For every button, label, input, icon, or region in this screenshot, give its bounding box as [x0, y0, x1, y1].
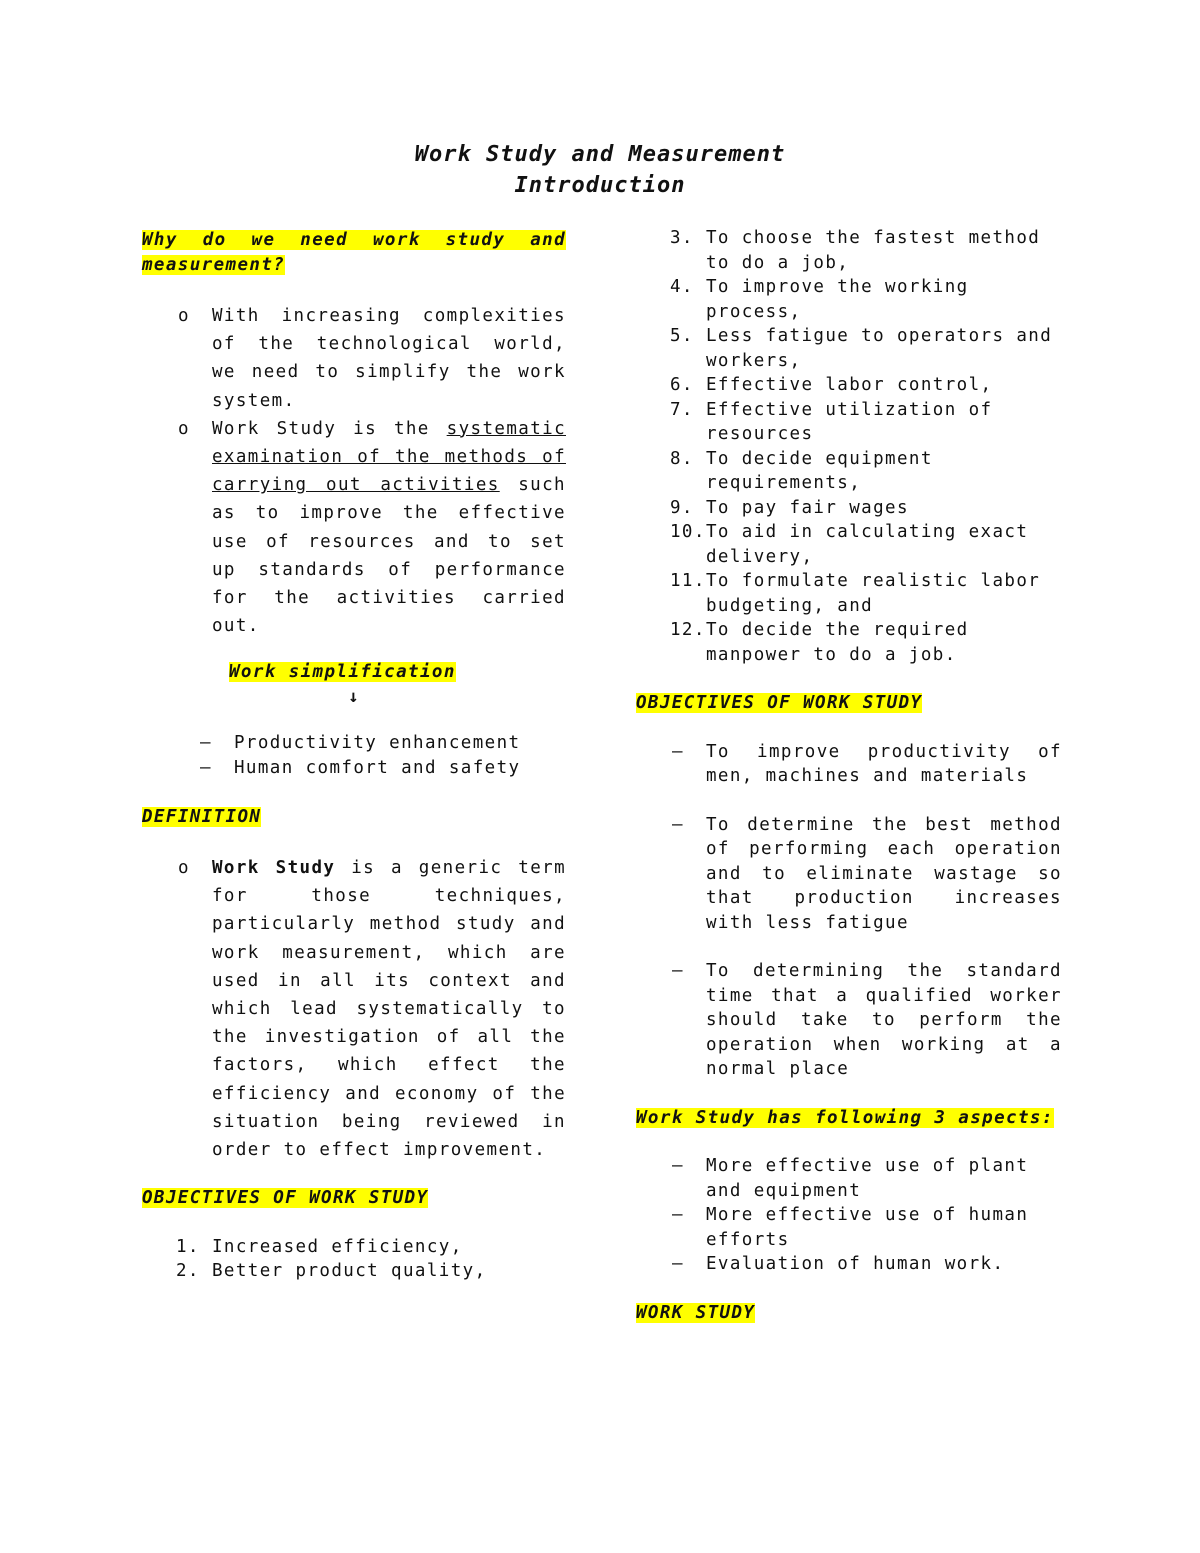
aspects-heading: Work Study has following 3 aspects:	[636, 1107, 1054, 1128]
work-study-heading: WORK STUDY	[636, 1302, 756, 1323]
list-item: 6. Effective labor control,	[670, 375, 993, 395]
list-item: 8. To decide equipment requirements,	[670, 448, 933, 493]
list-item: – To improve productivity of men, machines and materials	[672, 741, 1062, 786]
dash-marker: –	[672, 961, 684, 981]
objectives-list	[142, 1235, 566, 1284]
list-item: 11. To formulate realistic labor budgeting, and	[670, 571, 1041, 616]
dash-marker: –	[200, 733, 212, 754]
list-item: 3. To choose the fastest method to do a job,	[670, 228, 1041, 273]
bullet-item	[142, 302, 566, 415]
objectives-heading-block	[636, 691, 1062, 716]
dash-marker: –	[672, 1205, 684, 1225]
down-arrow-icon: ↓	[348, 686, 360, 707]
list-item: 7. Effective utilization of resources	[670, 399, 993, 444]
definition-term: Work Study	[212, 857, 336, 878]
bullet-text-pre: Work Study is the	[212, 418, 447, 439]
bullet-marker: o	[178, 306, 190, 326]
bullet-text-underlined: systematic examination of the methods of carrying out activities	[212, 418, 566, 496]
objectives-heading: OBJECTIVES OF WORK STUDY	[142, 1188, 429, 1209]
dash-marker: –	[672, 814, 684, 835]
list-item: 1. Increased efficiency,	[176, 1236, 463, 1257]
simplification-heading-block	[142, 660, 566, 685]
list-item: 12. To decide the required manpower to do a job.	[670, 620, 969, 665]
simplification-heading: Work simplification	[229, 662, 456, 683]
list-item: 10. To aid in calculating exact delivery,	[670, 522, 1029, 567]
objective-points	[636, 740, 1062, 1082]
objectives-heading-block	[142, 1186, 566, 1211]
document-subtitle: Introduction	[514, 173, 686, 198]
dash-marker: –	[672, 1254, 684, 1274]
why-heading-block	[142, 228, 566, 277]
simplification-list	[142, 731, 566, 780]
bullet-marker: o	[178, 418, 190, 439]
list-item: – Evaluation of human work.	[636, 1252, 1062, 1277]
list-item: 9. To pay fair wages	[670, 497, 909, 518]
objectives-heading: OBJECTIVES OF WORK STUDY	[636, 693, 923, 713]
definition-text: is a generic term for those techniques, particularly method study and work measurement, which are used in all its context and which lead systematically to the investigation of all the factors, which effect the efficiency and economy of the situation being reviewed in order to effect improvement.	[212, 857, 566, 1160]
list-item: – More effective use of human efforts	[672, 1205, 1029, 1250]
list-item: 4. To improve the working process,	[670, 277, 969, 322]
list-item: – Productivity enhancement	[142, 731, 566, 756]
definition-item	[142, 854, 566, 1164]
definition-heading: DEFINITION	[142, 807, 262, 828]
list-item: – More effective use of plant and equipment	[672, 1156, 1029, 1201]
definition-heading-block	[142, 805, 566, 830]
list-item: 2. Better product quality,	[176, 1261, 487, 1282]
list-item: – To determining the standard time that a qualified worker should take to perform the operation when working at a normal place	[672, 961, 1062, 1079]
document-title: Work Study and Measurement	[414, 142, 786, 167]
bullet-item	[142, 415, 566, 641]
dash-marker: –	[672, 741, 684, 762]
objectives-list-continued	[636, 226, 1062, 667]
dash-marker: –	[200, 757, 212, 778]
list-item: – Human comfort and safety	[142, 756, 566, 781]
right-column	[636, 226, 1062, 1325]
dash-marker: –	[672, 1156, 684, 1176]
bullet-text-post: such as to improve the effective use of resources and to set up standards of performance for the activities carried out.	[212, 475, 566, 637]
list-item: 5. Less fatigue to operators and workers,	[670, 326, 1053, 371]
left-column	[142, 226, 566, 1284]
aspects-heading-block	[636, 1106, 1062, 1131]
bullet-marker: o	[178, 857, 190, 878]
bullet-text: With increasing complexities of the technological world, we need to simplify the work system.	[212, 306, 566, 411]
list-item: – To determine the best method of performing each operation and to eliminate wastage so that production increases with less fatigue	[672, 814, 1062, 933]
work-study-heading-block	[636, 1301, 1062, 1326]
aspects-list	[636, 1154, 1062, 1277]
why-heading: Why do we need work study and measurement?	[142, 230, 566, 275]
